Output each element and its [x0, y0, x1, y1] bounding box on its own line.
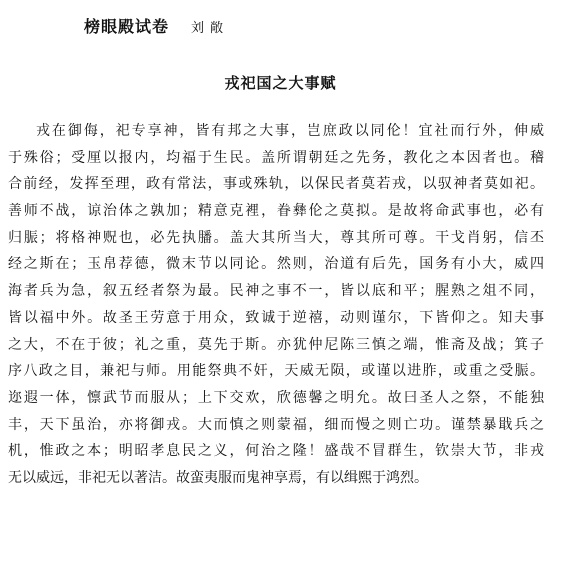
text-line: 合前经，发挥至理，政有常法，事或殊轨，以保民者莫若戎，以驭神者莫如祀。	[8, 176, 544, 193]
text-line: 丰，天下虽治，亦将御戎。大而慎之则蒙福，细而慢之则亡功。谨禁暴戢兵之	[8, 416, 544, 433]
text-line: 迩遐一体，懔武节而服从；上下交欢，欣德馨之明允。故曰圣人之祭，不能独	[8, 389, 544, 406]
text-line: 皆以福中外。故圣王劳意于用众，致诚于逆禧，动则谨尔，下皆仰之。知夫事	[8, 309, 544, 326]
book-title: 榜眼殿试卷	[84, 17, 170, 36]
text-line: 无以威远，非祀无以著洁。故蛮夷服而鬼神享焉，有以缉熙于鸿烈。	[8, 469, 428, 486]
text-line: 机，惟政之本；明昭孝息民之义，何治之隆！盛哉不冒群生，钦崇大节，非戎	[8, 443, 544, 460]
text-line: 戎在御侮，祀专享神，皆有邦之大事，岂庶政以同伦！宜社而行外，伸威	[36, 123, 544, 139]
text-line: 海者兵为急，叙五经者祭为最。民神之事不一，皆以底和平；腥熟之俎不同，	[8, 283, 544, 300]
text-line: 善师不战，谅治体之孰加；精意克裡，眷彝伦之莫拟。是故将命武事也，必有	[8, 203, 544, 220]
author-name: 刘敞	[191, 21, 230, 36]
text-line: 于殊俗；受厘以报内，均福于生民。盖所谓朝廷之先务，教化之本因者也。稽	[8, 149, 544, 166]
text-line: 序八政之目，兼祀与师。用能祭典不奸，天威无陨，或谨以进胙，或重之受脤。	[8, 363, 544, 380]
page-header	[84, 14, 229, 37]
essay-title: 戎祀国之大事赋	[224, 74, 337, 92]
text-line: 归脤；将格神贶也，必先执膰。盖大其所当大，尊其所可尊。干戈肖躬，信丕	[8, 229, 544, 246]
text-line: 经之斯在；玉帛荐德，微末节以同论。然则，治道有后先，国务有小大，威四	[8, 256, 544, 273]
text-line: 之大，不在于彼；礼之重，莫先于斯。亦犹仲尼陈三慎之端，惟斋及战；箕子	[8, 336, 544, 353]
essay-body	[8, 118, 544, 492]
